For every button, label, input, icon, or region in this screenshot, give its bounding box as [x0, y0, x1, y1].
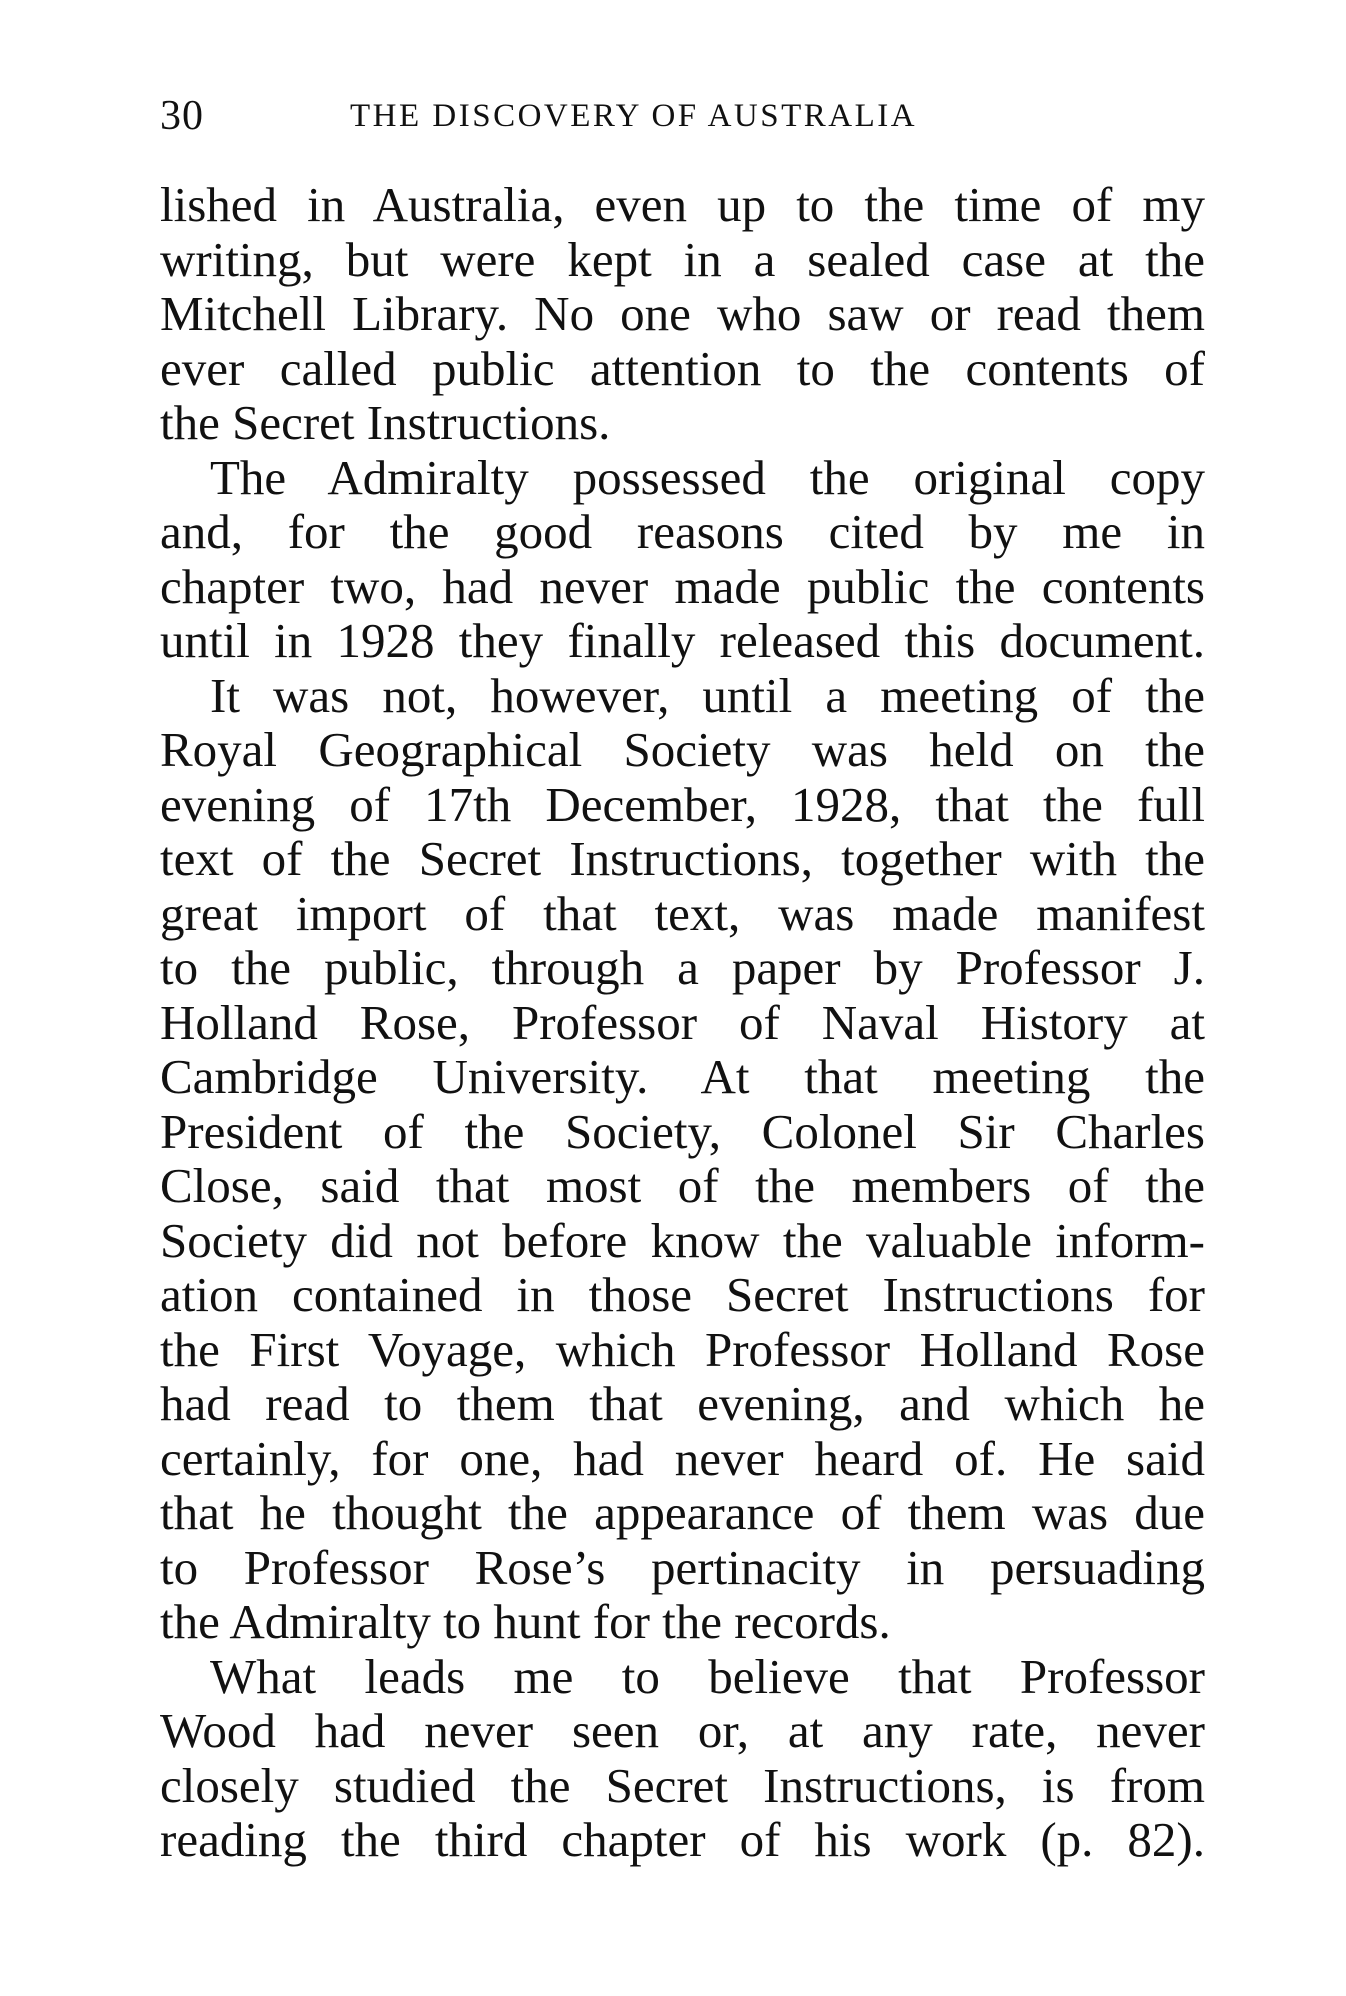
text-line: had read to them that evening, and which he	[160, 1376, 1205, 1431]
text-line: the Secret Instructions.	[160, 395, 611, 450]
text-line: Cambridge University. At that meeting the	[160, 1049, 1205, 1104]
text-line: Holland Rose, Professor of Naval History at	[160, 994, 1205, 1050]
text-line: until in 1928 they finally released this document.	[160, 613, 1205, 668]
text-line: lished in Australia, even up to the time of my	[160, 177, 1205, 232]
text-line: Royal Geographical Society was held on the	[160, 722, 1205, 777]
text-line: reading the third chapter of his work (p. 82).	[160, 1812, 1205, 1867]
paragraph	[160, 1650, 1205, 1868]
text-line: certainly, for one, had never heard of. He said	[160, 1430, 1205, 1486]
text-line: Society did not before know the valuable inform-	[160, 1212, 1205, 1268]
text-line: It was not, however, until a meeting of the	[210, 667, 1205, 723]
text-line: What leads me to believe that Professor	[210, 1648, 1205, 1704]
running-head	[160, 92, 1205, 142]
body-text	[160, 178, 1205, 1868]
text-line: Mitchell Library. No one who saw or read them	[160, 286, 1205, 341]
paragraph	[160, 178, 1205, 451]
paragraph	[160, 669, 1205, 1650]
text-line: to Professor Rose’s pertinacity in persuading	[160, 1539, 1205, 1595]
text-line: closely studied the Secret Instructions, is from	[160, 1757, 1205, 1813]
text-line: ation contained in those Secret Instructions for	[160, 1267, 1205, 1322]
text-line: evening of 17th December, 1928, that the full	[160, 776, 1205, 832]
text-line: the First Voyage, which Professor Holland Rose	[160, 1321, 1205, 1377]
paragraph	[160, 451, 1205, 669]
text-line: Close, said that most of the members of the	[160, 1158, 1205, 1213]
text-line: The Admiralty possessed the original copy	[210, 449, 1205, 505]
text-line: and, for the good reasons cited by me in	[160, 504, 1205, 559]
text-line: President of the Society, Colonel Sir Charles	[160, 1103, 1205, 1159]
text-line: the Admiralty to hunt for the records.	[160, 1594, 891, 1649]
text-line: Wood had never seen or, at any rate, never	[160, 1703, 1205, 1758]
running-title: THE DISCOVERY OF AUSTRALIA	[350, 98, 918, 134]
text-line: text of the Secret Instructions, together with the	[160, 831, 1205, 886]
text-line: writing, but were kept in a sealed case at the	[160, 231, 1205, 287]
page-number: 30	[160, 93, 204, 139]
text-line: to the public, through a paper by Professor J.	[160, 940, 1205, 995]
text-line: great import of that text, was made manifest	[160, 885, 1205, 941]
text-line: that he thought the appearance of them was due	[160, 1485, 1205, 1540]
text-line: chapter two, had never made public the contents	[160, 558, 1205, 614]
text-line: ever called public attention to the contents of	[160, 340, 1205, 396]
